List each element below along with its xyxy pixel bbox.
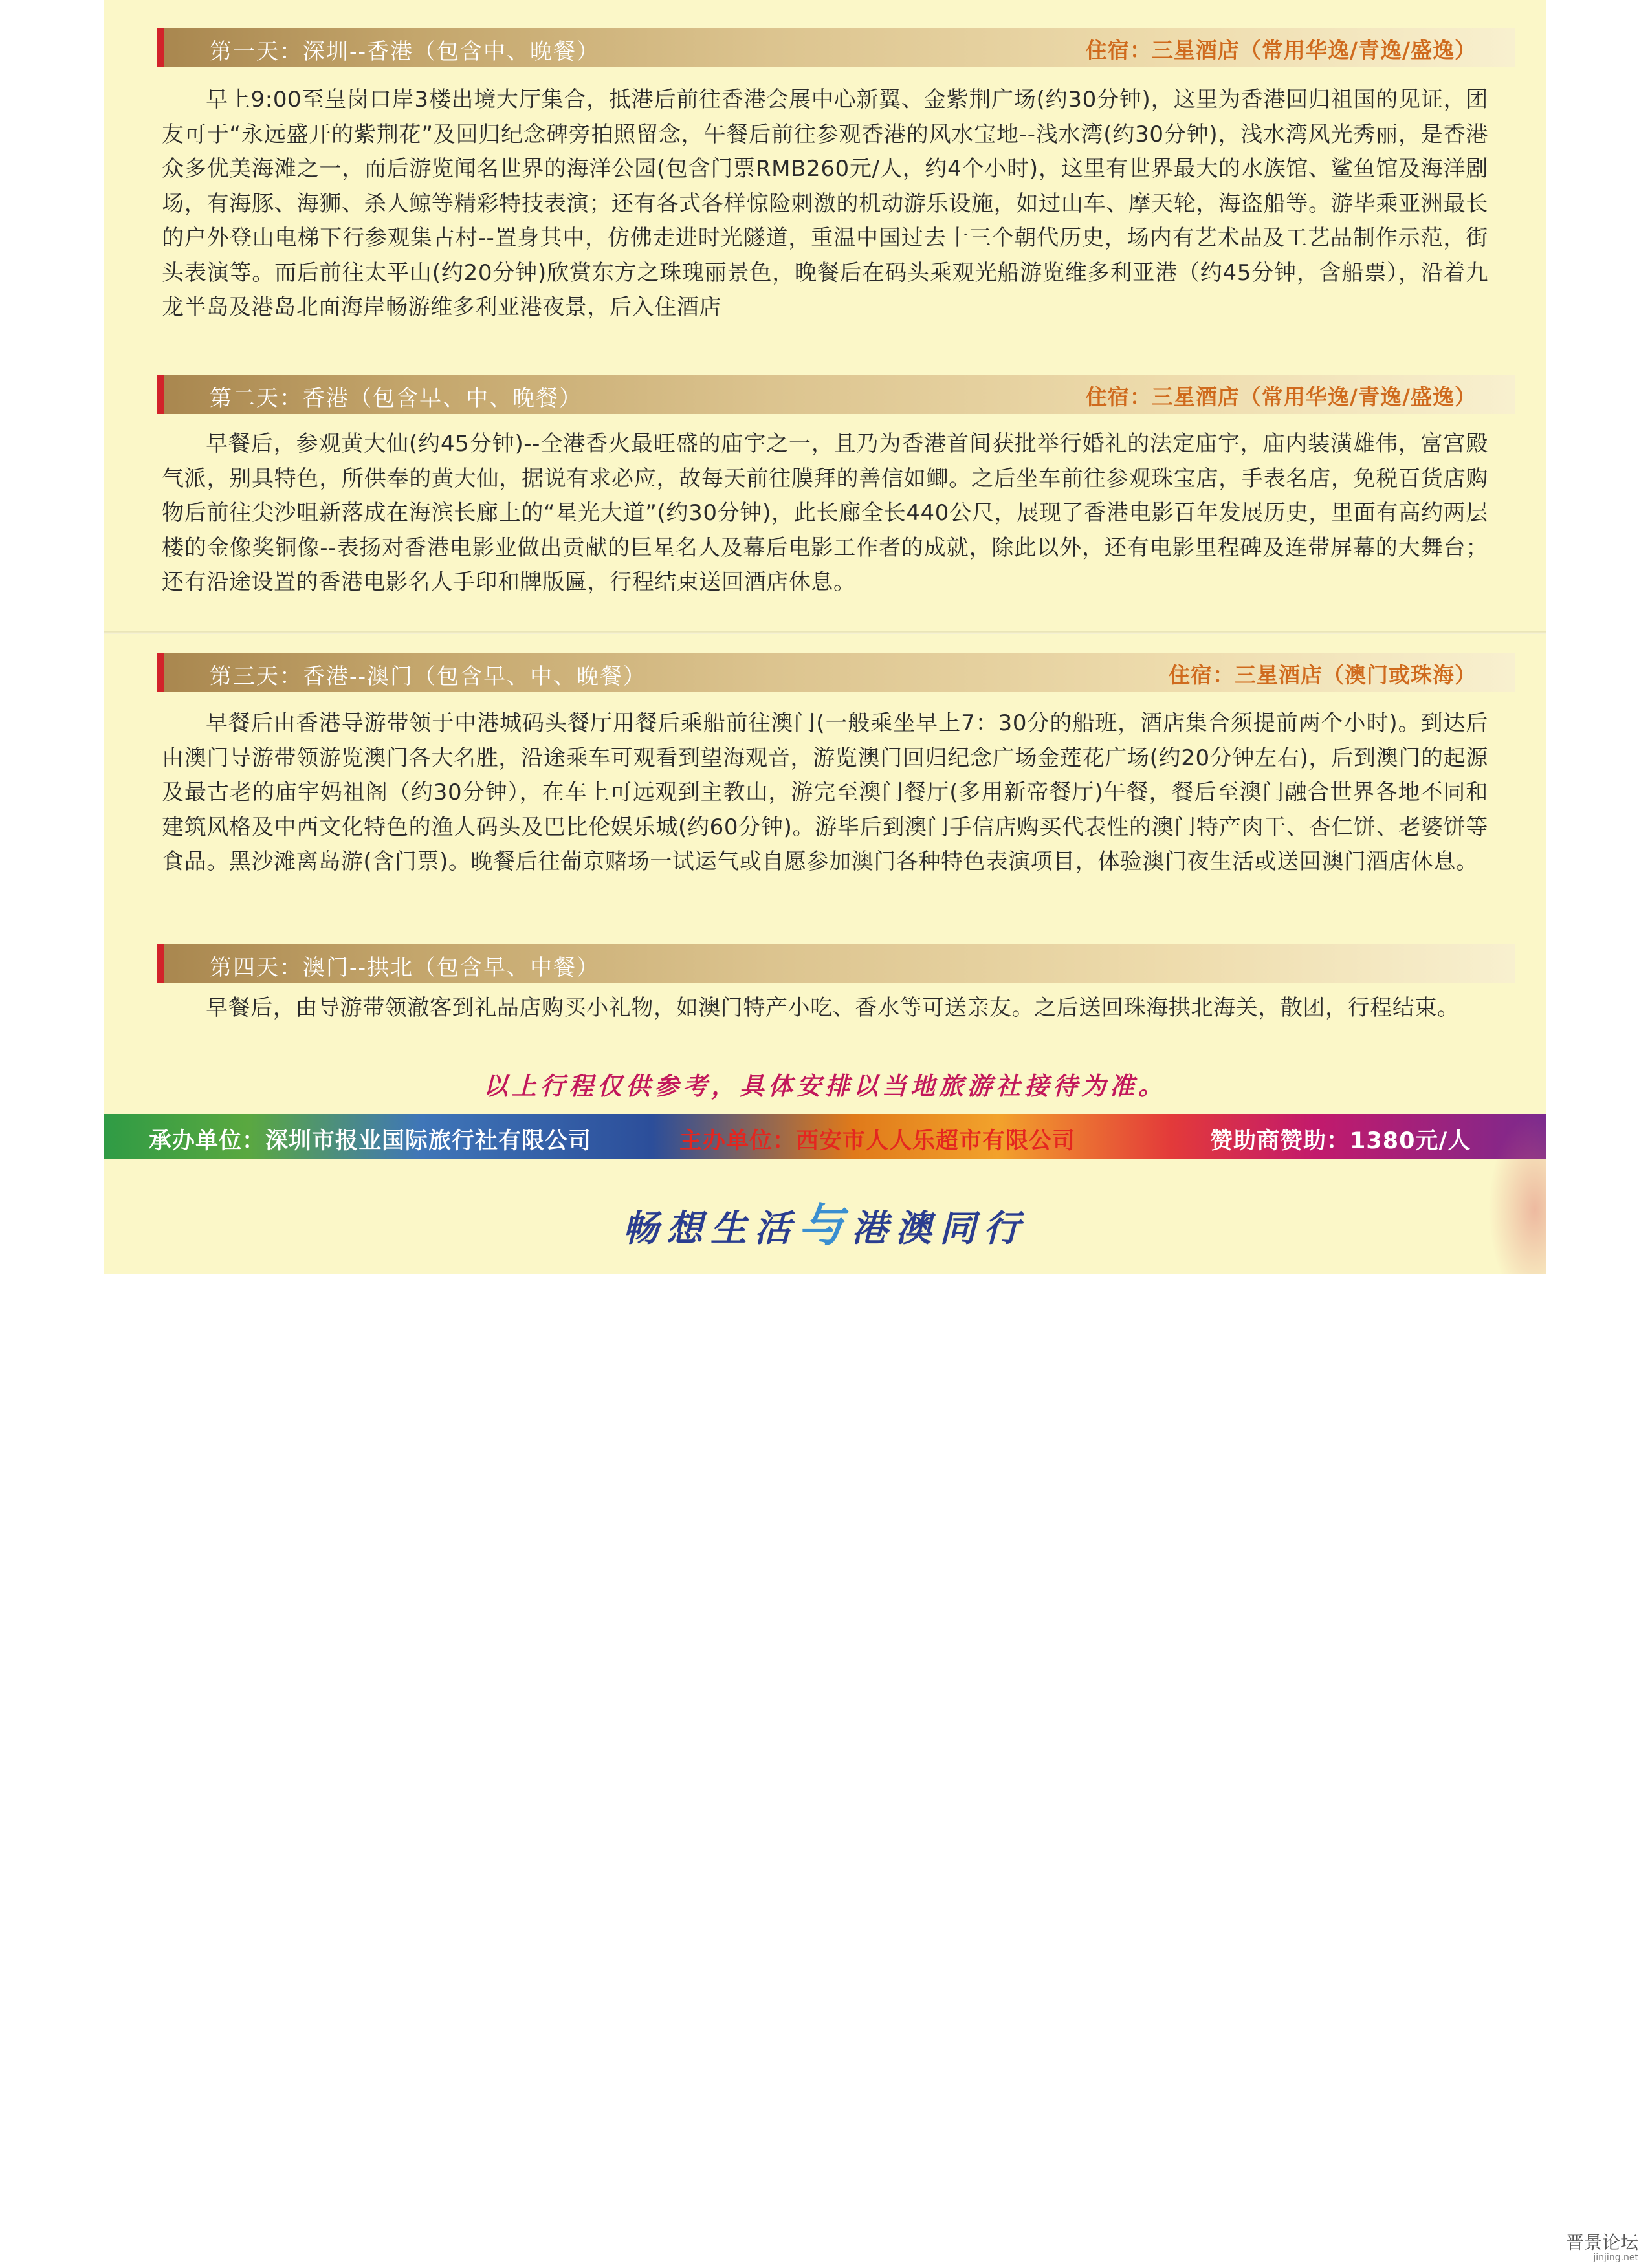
day-4-header <box>157 944 1515 983</box>
day-1-hotel: 住宿：三星酒店（常用华逸/青逸/盛逸） <box>1085 38 1477 63</box>
slogan-accent: 与 <box>798 1198 852 1252</box>
sponsor-info <box>1210 1123 1471 1155</box>
sponsor-bar <box>104 1114 1546 1159</box>
slogan-part-2: 港澳同行 <box>852 1207 1028 1250</box>
day-2-hotel: 住宿：三星酒店（常用华逸/青逸/盛逸） <box>1085 384 1477 409</box>
watermark-main: 晋景论坛 <box>1566 2232 1639 2253</box>
slogan-part-1: 畅想生活 <box>622 1207 798 1250</box>
itinerary-sheet <box>104 0 1546 1274</box>
day-4-description: 早餐后，由导游带领澈客到礼品店购买小礼物，如澳门特产小吃、香水等可送亲友。之后送回珠海拱北海关，散团，行程结束。 <box>206 995 1460 1021</box>
host-label: 主办单位： <box>679 1128 797 1154</box>
host-info <box>679 1123 1075 1155</box>
host-name: 西安市人人乐超市有限公司 <box>796 1128 1076 1154</box>
red-stamp-mark <box>1488 1113 1546 1274</box>
day-3-description: 早餐后由香港导游带领于中港城码头餐厅用餐后乘船前往澳门(一般乘坐早上7：30分的船班，酒店集合须提前两个小时)。到达后由澳门导游带领游览澳门各大名胜，沿途乘车可观看到望海观音，游览澳门回归纪念广场金莲花广场(约20分钟左右)，后到澳门的起源及最古老的庙宇妈祖阁（约30分钟），在车上可远观到主教山，游完至澳门餐厅(多用新帝餐厅)午餐，餐后至澳门融合世界各地不同和建筑风格及中西文化特色的渔人码头及巴比伦娱乐城(约60分钟)。游毕后到澳门手信店购买代表性的澳门特产肉干、杏仁饼、老婆饼等食品。黑沙滩离岛游(含门票)。晚餐后往葡京赌场一试运气或自愿参加澳门各种特色表演项目，体验澳门夜生活或送回澳门酒店休息。 <box>162 710 1488 875</box>
day-3-title: 第三天：香港--澳门（包含早、中、晚餐） <box>210 664 646 690</box>
day-2-title: 第二天：香港（包含早、中、晚餐） <box>210 386 582 411</box>
organizer-name: 深圳市报业国际旅行社有限公司 <box>265 1128 592 1154</box>
itinerary-notice: 以上行程仅供参考，具体安排以当地旅游社接待为准。 <box>483 1071 1167 1100</box>
slogan <box>104 1189 1546 1254</box>
sponsor-amount: 1380元/人 <box>1350 1128 1471 1154</box>
forum-watermark <box>1566 2233 1638 2263</box>
day-4-title: 第四天：澳门--拱北（包含早、中餐） <box>210 955 600 981</box>
day-2-header <box>157 375 1515 414</box>
day-2-description: 早餐后，参观黄大仙(约45分钟)--全港香火最旺盛的庙宇之一，且乃为香港首间获批举行婚礼的法定庙宇，庙内装潢雄伟，富宫殿气派，别具特色，所供奉的黄大仙，据说有求必应，故每天前往膜拜的善信如鲫。之后坐车前往参观珠宝店，手表名店，免税百货店购物后前往尖沙咀新落成在海滨长廊上的“星光大道”(约30分钟)，此长廊全长440公尺，展现了香港电影百年发展历史，里面有高约两层楼的金像奖铜像--表扬对香港电影业做出贡献的巨星名人及幕后电影工作者的成就，除此以外，还有电影里程碑及连带屏幕的大舞台；还有沿途设置的香港电影名人手印和牌版匾，行程结束送回酒店休息。 <box>162 431 1488 595</box>
day-3-header <box>157 653 1515 692</box>
watermark-sub: jinjing.net <box>1593 2252 1639 2263</box>
day-1-header <box>157 28 1515 67</box>
organizer-info <box>149 1123 591 1155</box>
day-1-description: 早上9:00至皇岗口岸3楼出境大厅集合，抵港后前往香港会展中心新翼、金紫荆广场(约30分钟)，这里为香港回归祖国的见证，团友可于“永远盛开的紫荆花”及回归纪念碑旁拍照留念，午餐后前往参观香港的风水宝地--浅水湾(约30分钟)，浅水湾风光秀丽，是香港众多优美海滩之一，而后游览闻名世界的海洋公园(包含门票RMB260元/人，约4个小时)，这里有世界最大的水族馆、鲨鱼馆及海洋剧场，有海豚、海狮、杀人鲸等精彩特技表演；还有各式各样惊险刺激的机动游乐设施，如过山车、摩天轮，海盗船等。游毕乘亚洲最长的户外登山电梯下行参观集古村--置身其中，仿佛走进时光隧道，重温中国过去十三个朝代历史，场内有艺术品及工艺品制作示范，街头表演等。而后前往太平山(约20分钟)欣赏东方之珠瑰丽景色，晚餐后在码头乘观光船游览维多利亚港（约45分钟，含船票），沿着九龙半岛及港岛北面海岸畅游维多利亚港夜景，后入住酒店 <box>162 87 1488 320</box>
organizer-label: 承办单位： <box>149 1128 266 1154</box>
day-1-title: 第一天：深圳--香港（包含中、晚餐） <box>210 39 600 65</box>
sponsor-label: 赞助商赞助： <box>1210 1128 1350 1154</box>
day-3-hotel: 住宿：三星酒店（澳门或珠海） <box>1169 662 1477 688</box>
fold-line <box>104 631 1546 634</box>
